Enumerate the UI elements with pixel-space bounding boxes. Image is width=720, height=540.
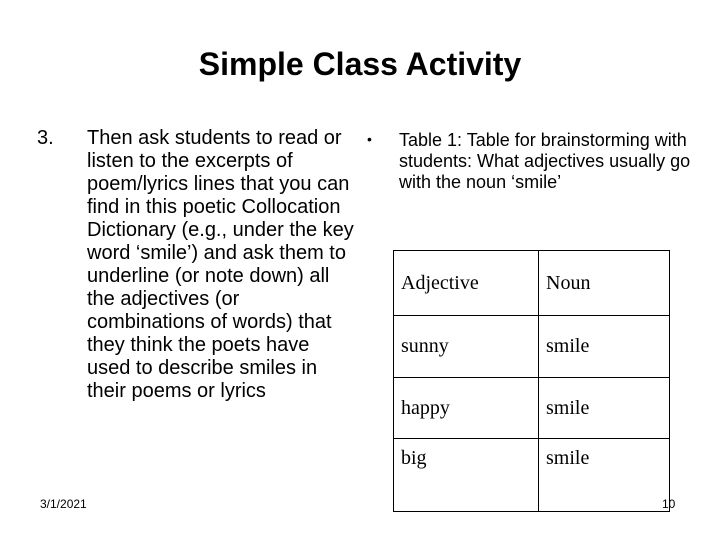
slide-title: Simple Class Activity [198,46,522,82]
page-number: 10 [662,497,676,511]
footer-date: 3/1/2021 [40,497,87,511]
table-cell-adjective: big [394,439,539,512]
adjective-noun-table [393,250,670,512]
table-cell-adjective: sunny [394,316,539,378]
table-cell-noun: smile [539,439,670,512]
activity-instructions: Then ask students to read or listen to the excerpts of poem/lyrics lines that you can find in this poetic Collocation Dictionary (e.g., under the key word ‘smile’) and ask them to underline (or note down) all the adjectives (or combinations of words) that they think the poets have used to describe smiles in their poems or lyrics [87,127,354,402]
table-row [394,378,670,439]
bullet-icon: • [367,131,372,147]
table-row [394,316,670,378]
header-noun: Noun [539,251,670,316]
header-adjective: Adjective [394,251,539,316]
table-cell-noun: smile [539,316,670,378]
table-cell-noun: smile [539,378,670,439]
table-header-row [394,251,670,316]
list-number: 3. [37,127,54,149]
table-cell-adjective: happy [394,378,539,439]
table-caption: Table 1: Table for brainstorming with students: What adjectives usually go with the noun ‘smile’ [399,130,691,192]
table-row [394,439,670,512]
